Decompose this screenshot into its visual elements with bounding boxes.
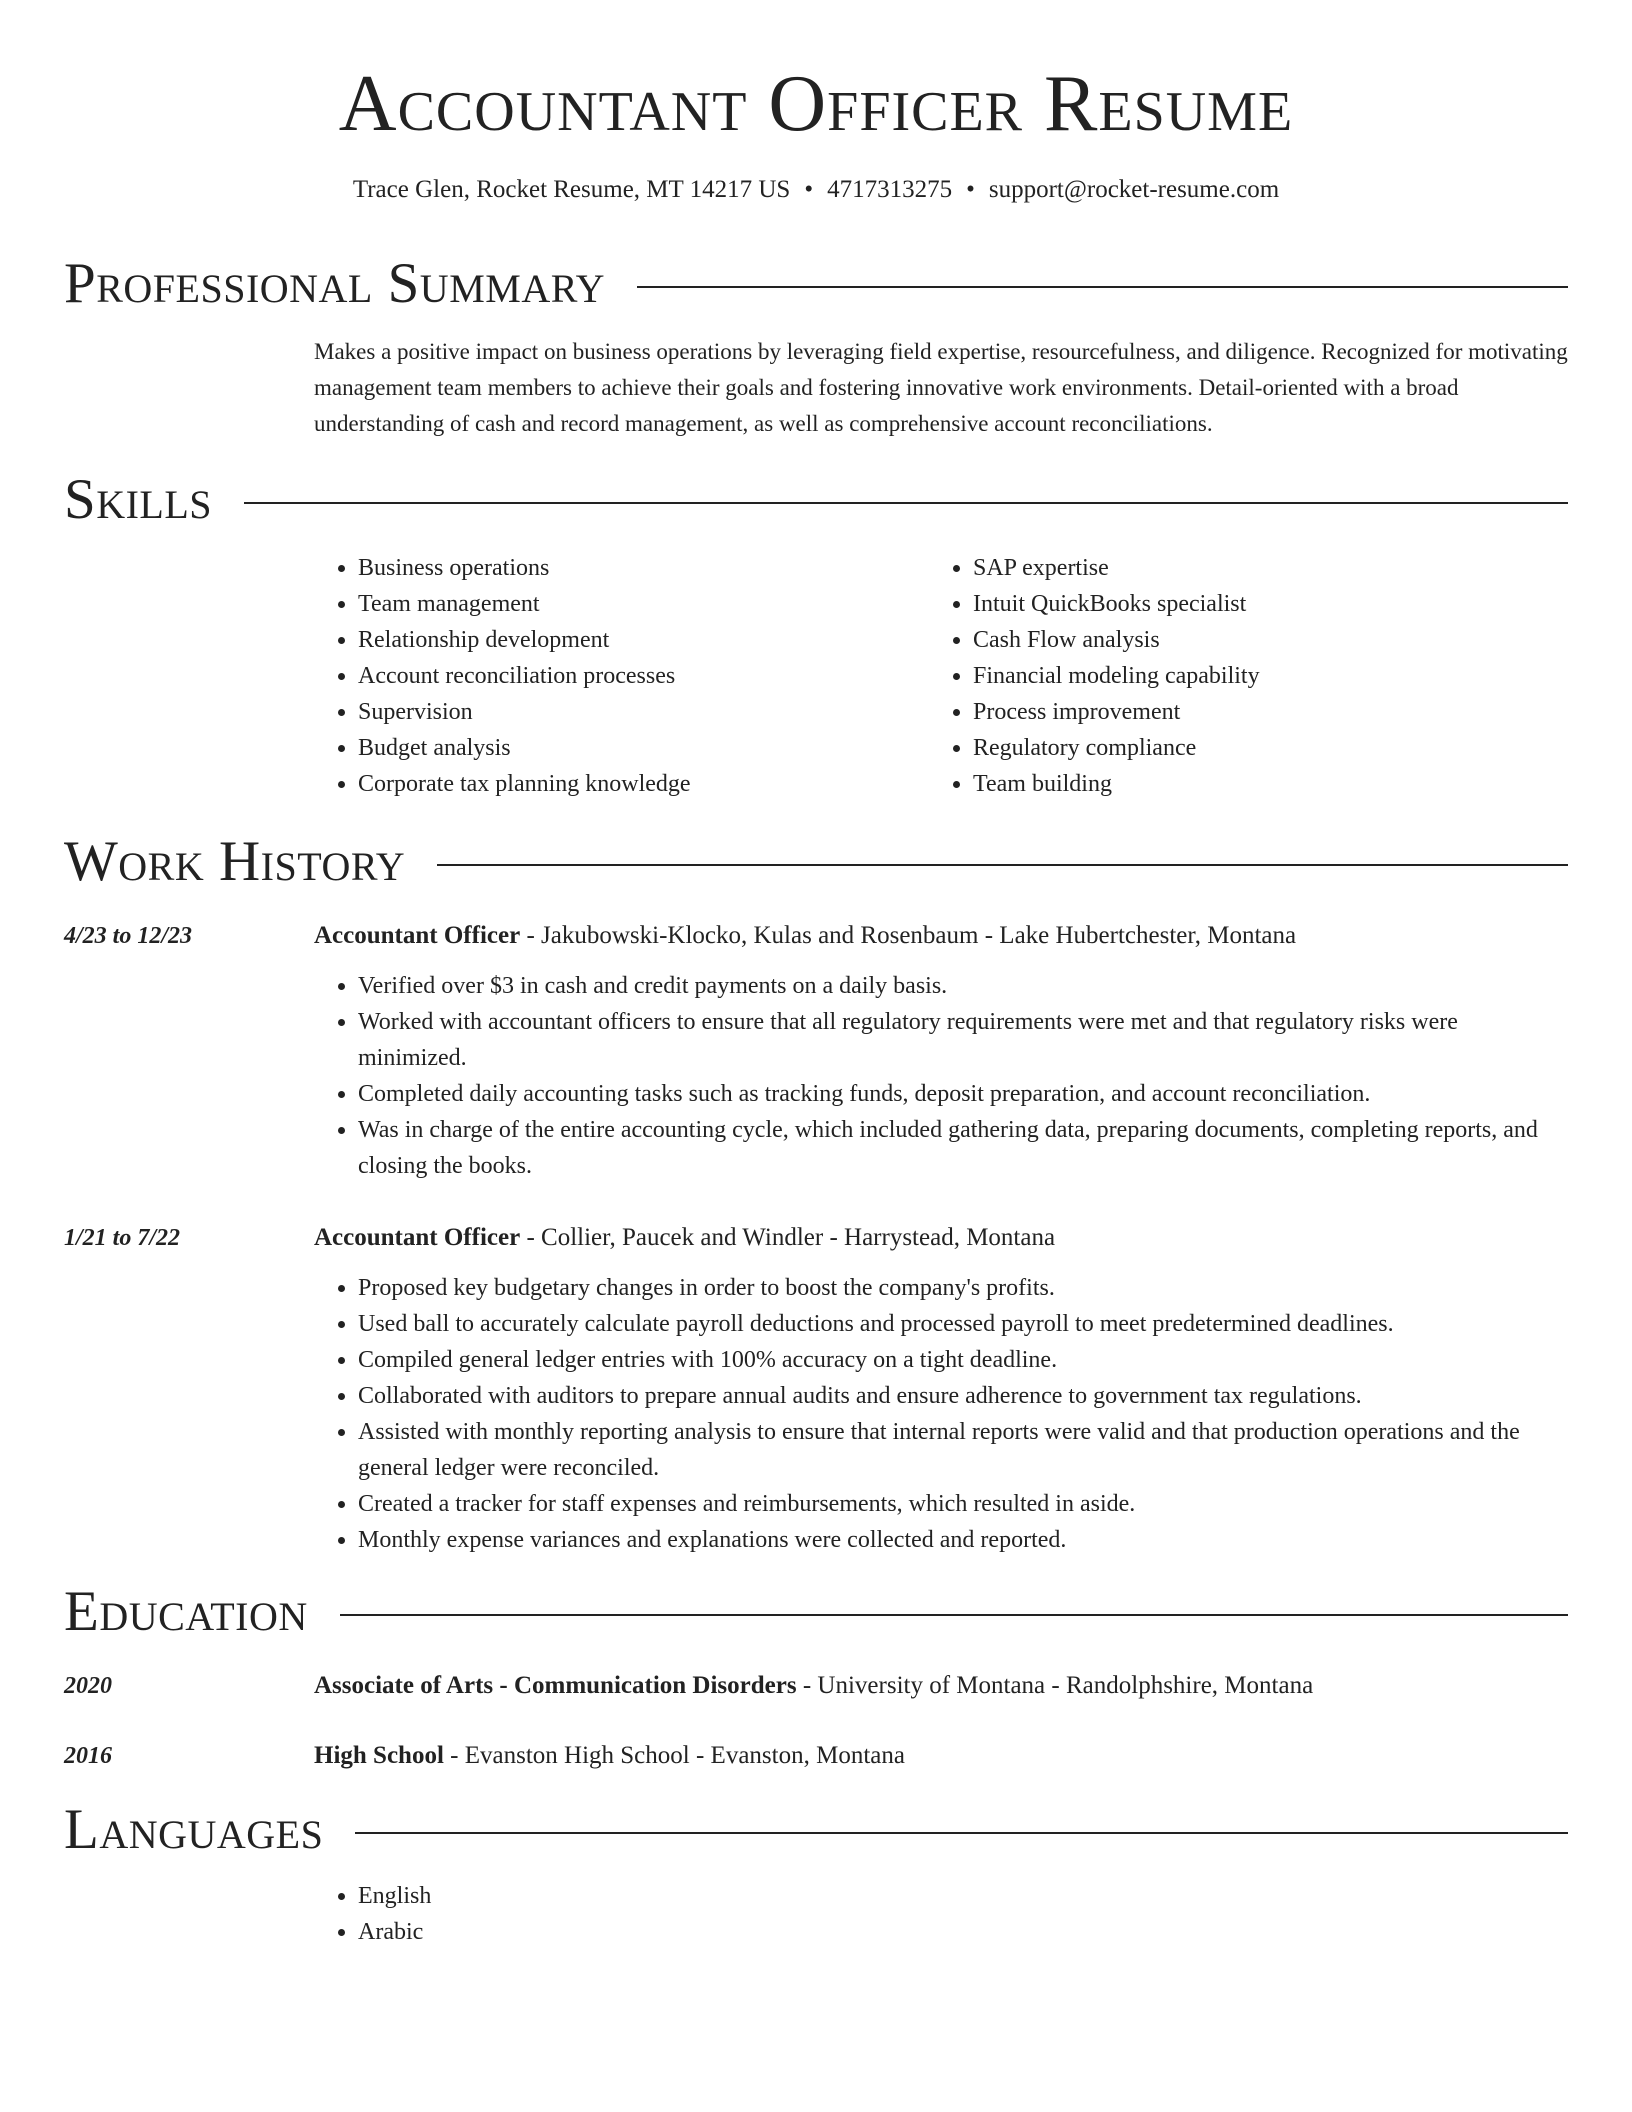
education-entry: [314, 1738, 1568, 1774]
education-line: [314, 1668, 1568, 1704]
list-item: • Supervision: [358, 694, 874, 730]
job-details: - Collier, Paucek and Windler - Harrystead, Montana: [520, 1224, 1056, 1251]
list-item: • English: [358, 1878, 1568, 1914]
job-details: - Jakubowski-Klocko, Kulas and Rosenbaum - Lake Hubertchester, Montana: [520, 922, 1297, 949]
section-divider: [244, 502, 1568, 504]
contact-email: support@rocket-resume.com: [988, 176, 1280, 203]
contact-phone: 4717313275: [827, 176, 953, 203]
list-item: • Worked with accountant officers to ensure that all regulatory requirements were met and that regulatory risks were minimized.: [358, 1004, 1568, 1076]
list-item: • Proposed key budgetary changes in order to boost the company's profits.: [358, 1270, 1568, 1306]
list-item: • Budget analysis: [358, 730, 874, 766]
job-title-line: [314, 918, 1568, 954]
section-heading: Professional Summary: [64, 252, 606, 315]
skills-column-right: [929, 550, 1489, 802]
list-item: • Team management: [358, 586, 874, 622]
languages-block: [314, 1878, 1568, 1950]
section-summary-header: [64, 252, 1568, 316]
list-item: • Business operations: [358, 550, 874, 586]
list-item: • Team building: [973, 766, 1489, 802]
job-title-line: [314, 1220, 1568, 1256]
education-details: - University of Montana - Randolphshire, Montana: [796, 1672, 1314, 1699]
list-item: • Compiled general ledger entries with 100% accuracy on a tight deadline.: [358, 1342, 1568, 1378]
section-languages-header: [64, 1798, 1568, 1862]
section-heading: Education: [64, 1580, 308, 1643]
skills-column-left: [314, 550, 874, 802]
list-item: • Arabic: [358, 1914, 1568, 1950]
section-divider: [437, 864, 1568, 866]
contact-separator: •: [966, 176, 975, 203]
list-item: • Cash Flow analysis: [973, 622, 1489, 658]
list-item: • Monthly expense variances and explanations were collected and reported.: [358, 1522, 1568, 1558]
list-item: • Assisted with monthly reporting analysis to ensure that internal reports were valid and that production operations and the general ledger were reconciled.: [358, 1414, 1568, 1486]
education-entry: [314, 1668, 1568, 1704]
job-dates: 4/23 to 12/23: [64, 923, 193, 949]
list-item: • Intuit QuickBooks specialist: [973, 586, 1489, 622]
job-title: Accountant Officer: [314, 1224, 521, 1251]
section-divider: [355, 1832, 1568, 1834]
contact-address: Trace Glen, Rocket Resume, MT 14217 US: [352, 176, 791, 203]
list-item: • Financial modeling capability: [973, 658, 1489, 694]
education-year: 2020: [64, 1673, 112, 1699]
education-year: 2016: [64, 1743, 112, 1769]
list-item: • Relationship development: [358, 622, 874, 658]
list-item: • Was in charge of the entire accounting cycle, which included gathering data, preparing documents, completing reports, and closing the books.: [358, 1112, 1568, 1184]
section-divider: [340, 1614, 1568, 1616]
contact-separator: •: [804, 176, 814, 203]
summary-text: Makes a positive impact on business operations by leveraging field expertise, resourcefulness, and diligence. Recognized for motivating management team members to achieve their goals and fostering innovative work environments. Detail-oriented with a broad understanding of cash and record management, as well as comprehensive account reconciliations.: [314, 339, 1568, 436]
list-item: • SAP expertise: [973, 550, 1489, 586]
section-education-header: [64, 1580, 1568, 1644]
list-item: • Account reconciliation processes: [358, 658, 874, 694]
summary-block: [314, 334, 1568, 442]
section-skills-header: [64, 468, 1568, 532]
list-item: • Process improvement: [973, 694, 1489, 730]
list-item: • Collaborated with auditors to prepare annual audits and ensure adherence to government tax regulations.: [358, 1378, 1568, 1414]
job-entry: [314, 1220, 1568, 1558]
section-divider: [637, 286, 1568, 288]
section-heading: Skills: [64, 468, 213, 531]
job-dates: 1/21 to 7/22: [64, 1225, 181, 1251]
job-title: Accountant Officer: [314, 922, 521, 949]
section-heading: Languages: [64, 1798, 324, 1861]
list-item: • Used ball to accurately calculate payroll deductions and processed payroll to meet predetermined deadlines.: [358, 1306, 1568, 1342]
job-entry: [314, 918, 1568, 1184]
list-item: • Completed daily accounting tasks such as tracking funds, deposit preparation, and account reconciliation.: [358, 1076, 1568, 1112]
education-details: - Evanston High School - Evanston, Montana: [443, 1742, 905, 1769]
list-item: • Corporate tax planning knowledge: [358, 766, 874, 802]
list-item: • Verified over $3 in cash and credit payments on a daily basis.: [358, 968, 1568, 1004]
education-degree: Associate of Arts - Communication Disorders: [314, 1672, 797, 1699]
section-work-header: [64, 830, 1568, 894]
resume-title: Accountant Officer Resume: [338, 60, 1294, 148]
education-line: [314, 1738, 1568, 1774]
section-heading: Work History: [64, 830, 406, 893]
list-item: • Regulatory compliance: [973, 730, 1489, 766]
list-item: • Created a tracker for staff expenses and reimbursements, which resulted in aside.: [358, 1486, 1568, 1522]
education-degree: High School: [314, 1742, 444, 1769]
contact-line: [0, 174, 1632, 206]
